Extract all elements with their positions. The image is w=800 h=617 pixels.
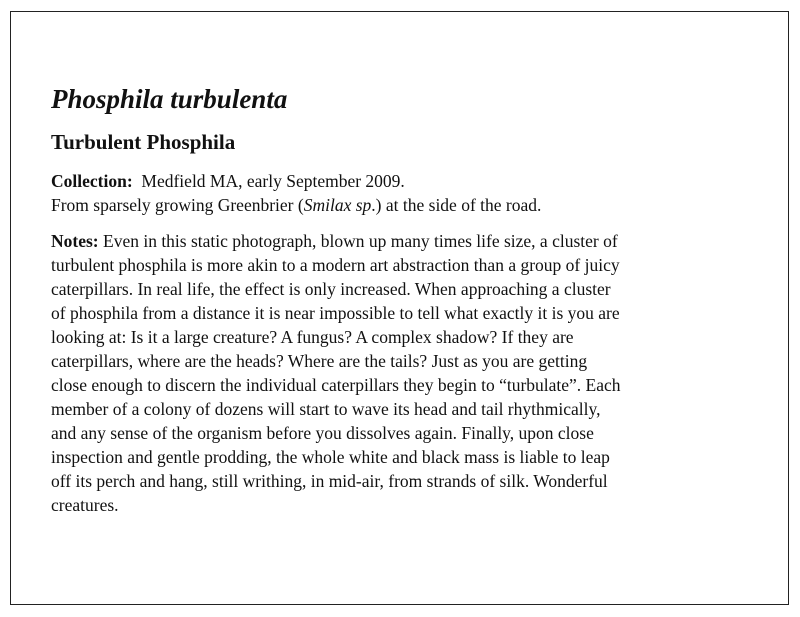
- collection-source-text: From sparsely growing Greenbrier (: [51, 195, 304, 215]
- notes-line: of phosphila from a distance it is near impossible to tell what exactly it is you are: [51, 303, 620, 323]
- notes-line: caterpillars. In real life, the effect is only increased. When approaching a cluster: [51, 279, 611, 299]
- notes-line: caterpillars, where are the heads? Where are the tails? Just as you are getting: [51, 351, 588, 371]
- common-name-heading: Turbulent Phosphila: [51, 130, 236, 154]
- notes-line: Even in this static photograph, blown up many times life size, a cluster of: [103, 231, 618, 251]
- collection-source-end: .) at the side of the road.: [371, 195, 542, 215]
- notes-line: turbulent phosphila is more akin to a modern art abstraction than a group of juicy: [51, 255, 620, 275]
- notes-line: member of a colony of dozens will start to wave its head and tail rhythmically,: [51, 399, 601, 419]
- collection-location: Medfield MA, early September 2009.: [141, 171, 405, 191]
- notes-line: creatures.: [51, 495, 119, 515]
- notes-line: inspection and gentle prodding, the whole white and black mass is liable to leap: [51, 447, 610, 467]
- notes-line: close enough to discern the individual caterpillars they begin to “turbulate”. Each: [51, 375, 621, 395]
- notes-paragraph: [51, 229, 751, 517]
- plant-species-name: Smilax sp: [303, 195, 372, 215]
- notes-label: Notes:: [51, 231, 99, 251]
- page-frame: [10, 11, 789, 605]
- collection-paragraph: [51, 169, 751, 217]
- notes-line: looking at: Is it a large creature? A fungus? A complex shadow? If they are: [51, 327, 574, 347]
- collection-label: Collection:: [51, 171, 133, 191]
- scientific-name-heading: Phosphila turbulenta: [51, 84, 288, 114]
- species-entry: [51, 82, 751, 517]
- notes-line: and any sense of the organism before you dissolves again. Finally, upon close: [51, 423, 594, 443]
- notes-line: off its perch and hang, still writhing, in mid-air, from strands of silk. Wonderful: [51, 471, 608, 491]
